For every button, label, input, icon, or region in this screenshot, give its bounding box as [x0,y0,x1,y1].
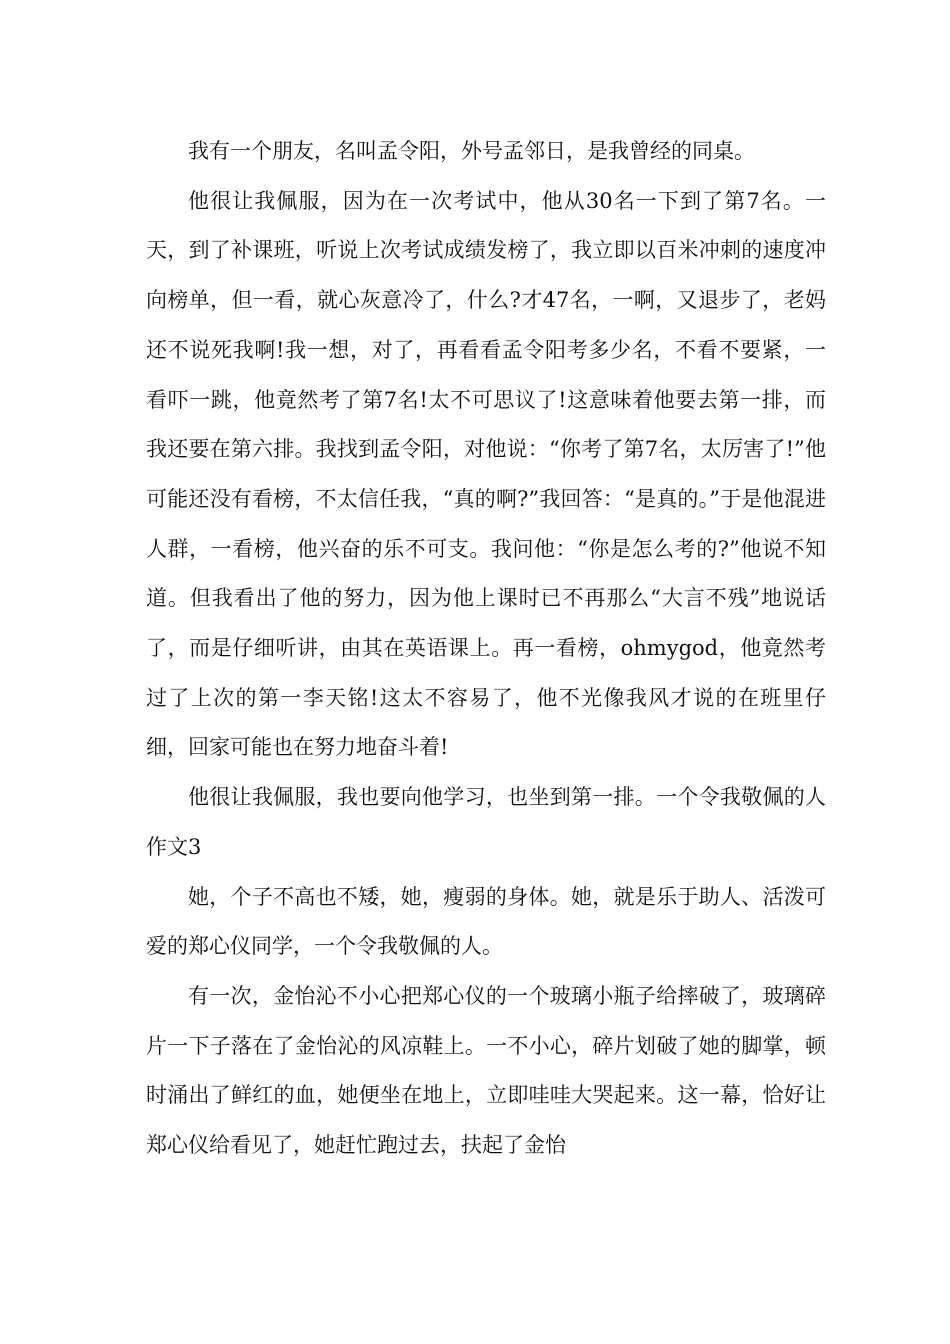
paragraph-5: 有一次，金怡沁不小心把郑心仪的一个玻璃小瓶子给摔破了，玻璃碎片一下子落在了金怡沁的风凉鞋上。一不小心，碎片划破了她的脚掌，顿时涌出了鲜红的血，她便坐在地上，立即哇哇大哭起来。这一幕，恰好让郑心仪给看见了，她赶忙跑过去，扶起了金怡 [146,983,826,1158]
essay-body [146,127,826,1171]
paragraph-4: 她，个子不高也不矮，她，瘦弱的身体。她，就是乐于助人、活泼可爱的郑心仪同学，一个令我敬佩的人。 [146,884,826,959]
paragraph-3: 他很让我佩服，我也要向他学习，也坐到第一排。一个令我敬佩的人作文3 [146,785,826,859]
paragraph-2: 他很让我佩服，因为在一次考试中，他从30名一下到了第7名。一天，到了补课班，听说上次考试成绩发榜了，我立即以百米冲刺的速度冲向榜单，但一看，就心灰意冷了，什么?才47名，一啊，又退步了，老妈还不说死我啊!我一想，对了，再看看孟令阳考多少名，不看不要紧，一看吓一跳，他竟然考了第7名!太不可思议了!这意味着他要去第一排，而我还要在第六排。我找到孟令阳，对他说：“你考了第7名，太厉害了!”他可能还没有看榜，不太信任我，“真的啊?”我回答：“是真的。”于是他混进人群，一看榜，他兴奋的乐不可支。我问他：“你是怎么考的?”他说不知道。但我看出了他的努力，因为他上课时已不再那么“大言不残”地说话了，而是仔细听讲，由其在英语课上。再一看榜，ohmygod，他竟然考过了上次的第一李天铭!这太不容易了，他不光像我风才说的在班里仔细，回家可能也在努力地奋斗着! [146,188,826,760]
paragraph-1: 我有一个朋友，名叫孟令阳，外号孟邻日，是我曾经的同桌。 [188,139,755,163]
